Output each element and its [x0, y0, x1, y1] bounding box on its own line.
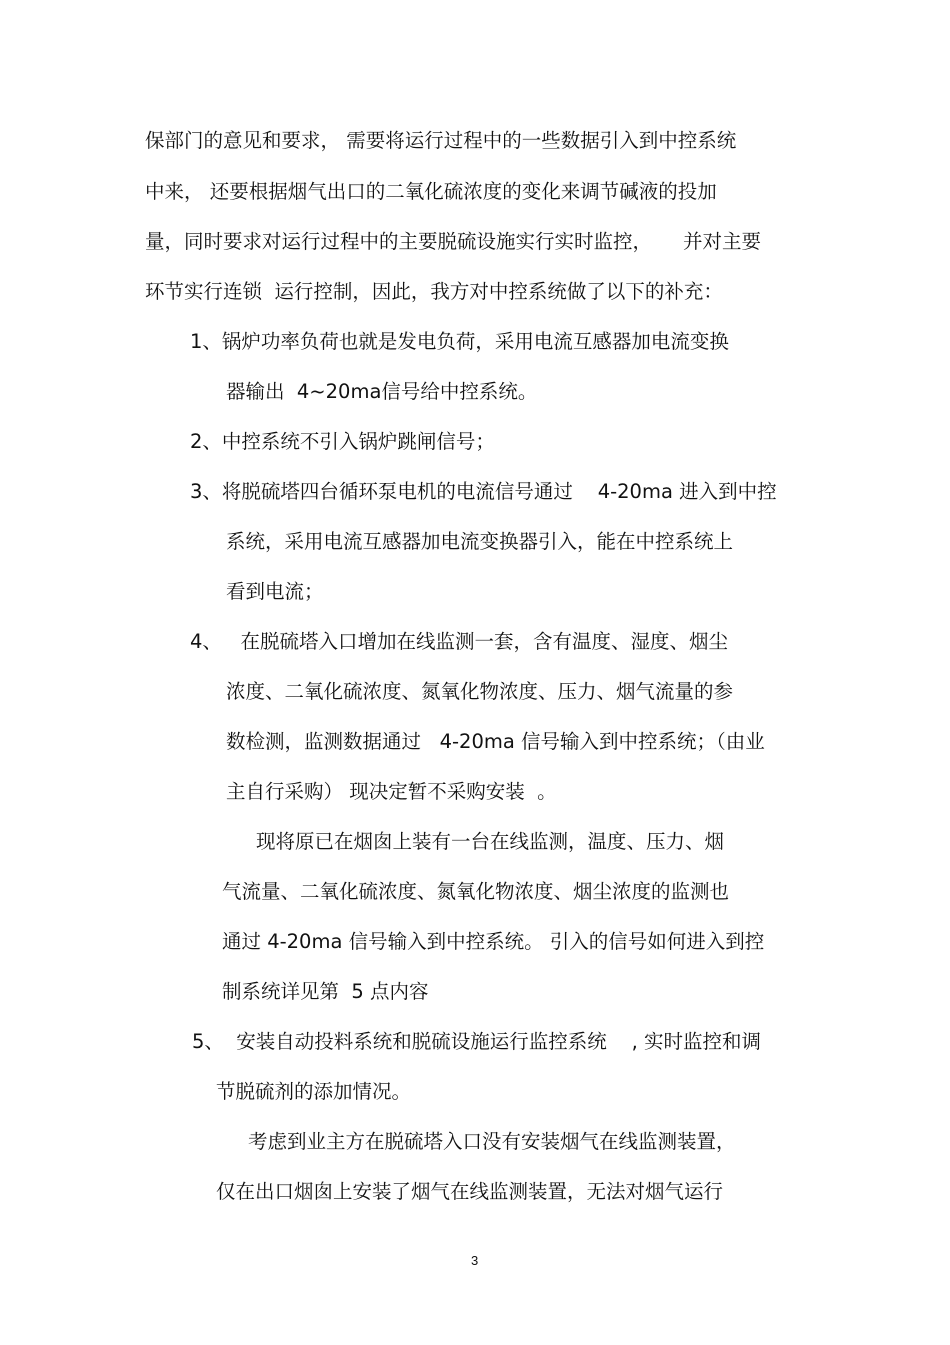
list-item-4-line: 现将原已在烟囱上装有一台在线监测，温度、压力、烟 — [256, 830, 725, 853]
list-item-4-line: 通过 4-20ma 信号输入到中控系统。 引入的信号如何进入到控 — [222, 930, 765, 953]
list-item-5-line: 节脱硫剂的添加情况。 — [216, 1080, 412, 1103]
list-item-2-line: 2、中控系统不引入锅炉跳闸信号； — [190, 430, 495, 453]
list-item-4-line: 制系统详见第 5 点内容 — [222, 980, 429, 1003]
paragraph-line: 中来， 还要根据烟气出口的二氧化硫浓度的变化来调节碱液的投加 — [145, 180, 717, 203]
list-item-3-line: 3、将脱硫塔四台循环泵电机的电流信号通过 4-20ma 进入到中控 — [190, 480, 777, 503]
paragraph-line: 保部门的意见和要求， 需要将运行过程中的一些数据引入到中控系统 — [145, 129, 737, 152]
list-item-4-line: 4、 在脱硫塔入口增加在线监测一套，含有温度、湿度、烟尘 — [190, 630, 729, 653]
list-item-4-line: 主自行采购） 现决定暂不采购安装 。 — [226, 780, 557, 803]
list-item-3-line: 看到电流； — [226, 580, 324, 603]
paragraph-line: 环节实行连锁 运行控制，因此，我方对中控系统做了以下的补充： — [145, 280, 723, 303]
list-item-3-line: 系统，采用电流互感器加电流变换器引入，能在中控系统上 — [226, 530, 734, 553]
list-item-4-line: 浓度、二氧化硫浓度、氮氧化物浓度、压力、烟气流量的参 — [226, 680, 734, 703]
list-item-4-line: 数检测，监测数据通过 4-20ma 信号输入到中控系统；（由业 — [226, 730, 765, 753]
list-item-1-line: 器输出 4~20ma信号给中控系统。 — [226, 380, 538, 403]
list-item-5-line: 5、 安装自动投料系统和脱硫设施运行监控系统 , 实时监控和调 — [192, 1030, 761, 1053]
page-number: 3 — [471, 1253, 479, 1268]
list-item-1-line: 1、锅炉功率负荷也就是发电负荷，采用电流互感器加电流变换 — [190, 330, 729, 353]
paragraph-line: 仅在出口烟囱上安装了烟气在线监测装置，无法对烟气运行 — [216, 1180, 724, 1203]
paragraph-line: 考虑到业主方在脱硫塔入口没有安装烟气在线监测装置， — [248, 1130, 736, 1153]
paragraph-line: 量，同时要求对运行过程中的主要脱硫设施实行实时监控， 并对主要 — [145, 230, 761, 253]
list-item-4-line: 气流量、二氧化硫浓度、氮氧化物浓度、烟尘浓度的监测也 — [222, 880, 730, 903]
